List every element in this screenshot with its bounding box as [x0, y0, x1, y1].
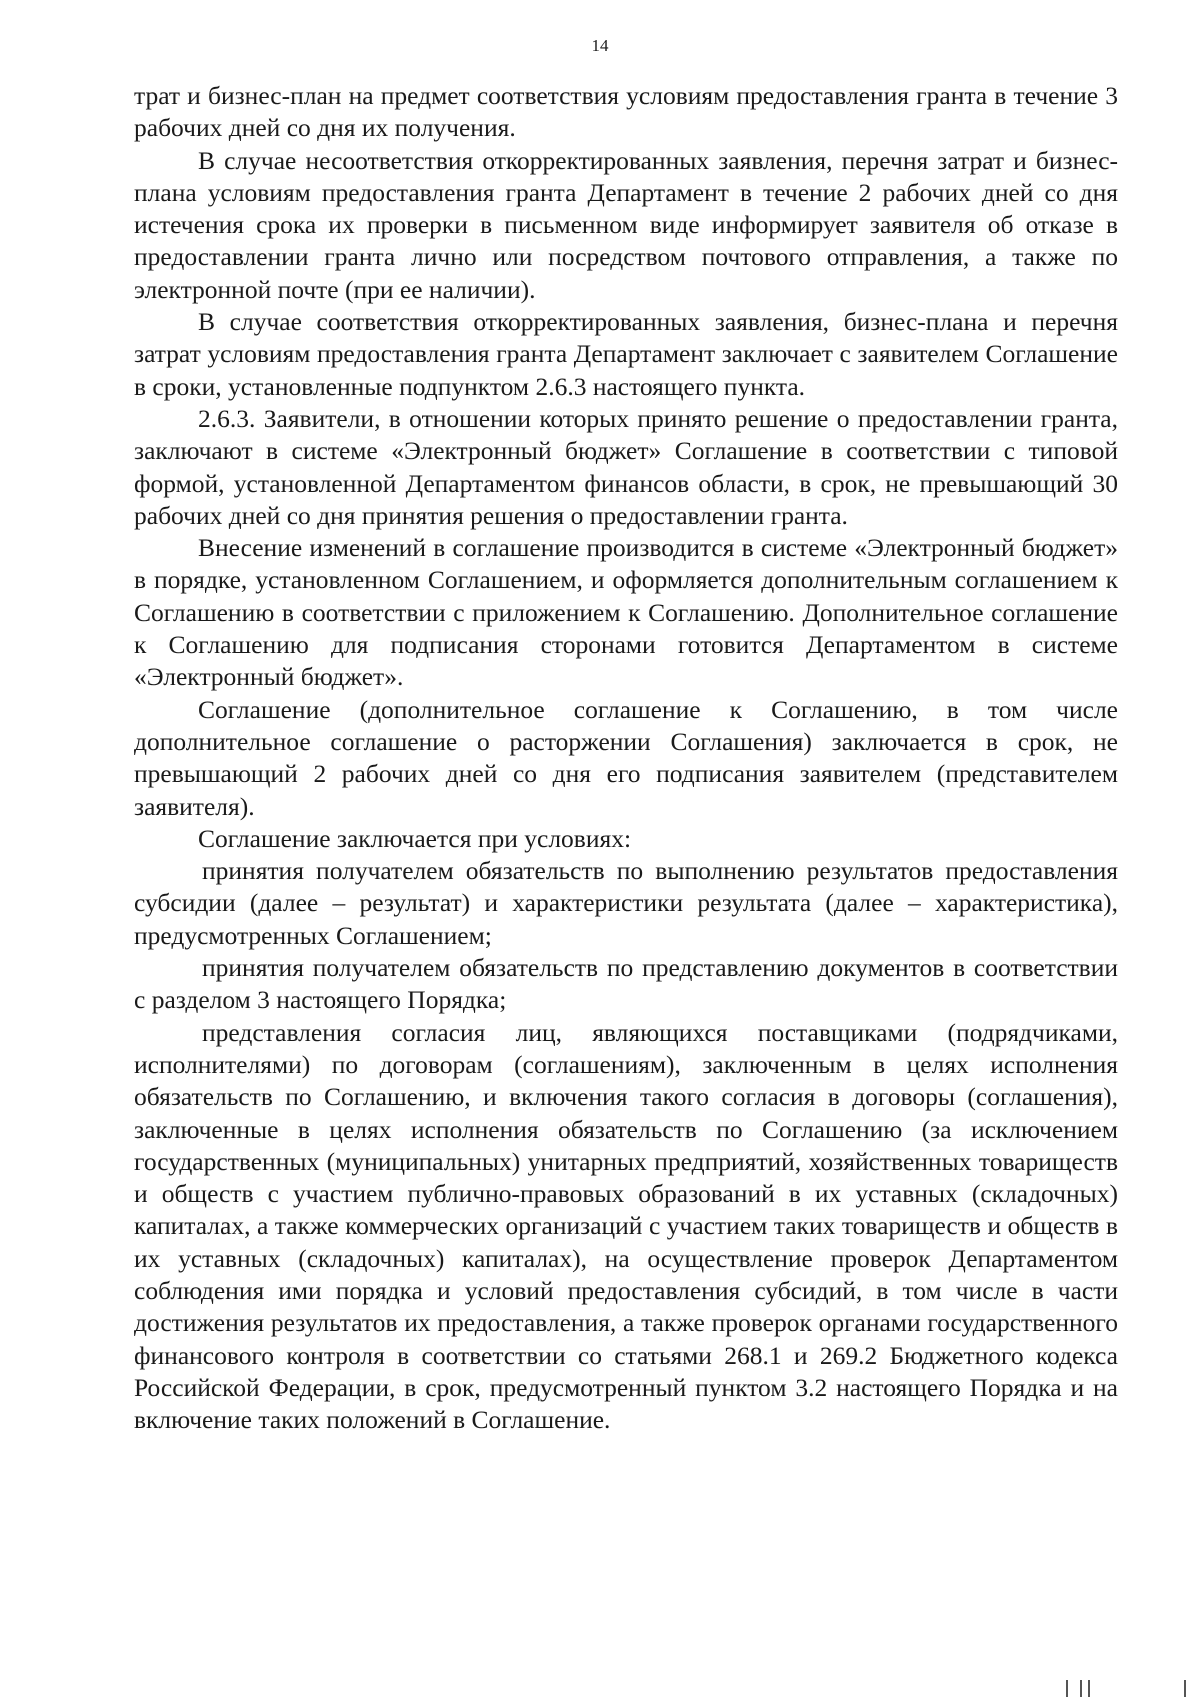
condition-item-documents: принятия получателем обязательств по представлению документов в соответствии с разделом 3 настоящего Порядка;	[134, 953, 1118, 1015]
paragraph-mismatch-case: В случае несоответствия откорректированных заявления, перечня затрат и бизнес-плана условиям предоставления гранта Департамент в течение 2 рабочих дней со дня истечения срока их проверки в письменном виде информирует заявителя об отказе в предоставлении гранта лично или посредством почтового отправления, а также по электронной почте (при ее наличии).	[134, 145, 1118, 304]
condition-item-results: принятия получателем обязательств по выполнению результатов предоставления субсидии (далее – результат) и характеристики результата (далее – характеристика), предусмотренных Соглашением;	[134, 856, 1118, 950]
body-text	[134, 80, 1118, 1436]
paragraph-continuation: трат и бизнес-план на предмет соответствия условиям предоставления гранта в течение 3 рабочих дней со дня их получения.	[134, 81, 1118, 143]
page-number: 14	[591, 36, 609, 55]
condition-item-consent: представления согласия лиц, являющихся поставщиками (подрядчиками, исполнителями) по договорам (соглашениям), заключенным в целях исполнения обязательств по Соглашению, и включения такого согласия в договоры (соглашения), заключенные в целях исполнения обязательств по Соглашению (за исключением государственных (муниципальных) унитарных предприятий, хозяйственных товариществ и обществ с участием публично-правовых образований в их уставных (складочных) капиталах, а также коммерческих организаций с участием таких товариществ и обществ в их уставных (складочных) капиталах), на осуществление проверок Департаментом соблюдения ими порядка и условий предоставления субсидий, в том числе в части достижения результатов их предоставления, а также проверок органами государственного финансового контроля в соответствии со статьями 268.1 и 269.2 Бюджетного кодекса Российской Федерации, в срок, предусмотренный пунктом 3.2 настоящего Порядка и на включение таких положений в Соглашение.	[134, 1017, 1118, 1435]
paragraph-agreement-term: Соглашение (дополнительное соглашение к Соглашению, в том числе дополнительное соглашение о расторжении Соглашения) заключается в срок, не превышающий 2 рабочих дней со дня его подписания заявителем (представителем заявителя).	[134, 694, 1118, 821]
paragraph-match-case: В случае соответствия откорректированных заявления, бизнес-плана и перечня затрат условиям предоставления гранта Департамент заключает с заявителем Соглашение в сроки, установленные подпунктом 2.6.3 настоящего пункта.	[134, 307, 1118, 401]
paragraph-amendments: Внесение изменений в соглашение производится в системе «Электронный бюджет» в порядке, установленном Соглашением, и оформляется дополнительным соглашением к Соглашению в соответствии с приложением к Соглашению. Дополнительное соглашение к Соглашению для подписания сторонами готовится Департаментом в системе «Электронный бюджет».	[134, 533, 1118, 692]
scan-edge-marks	[1060, 1680, 1200, 1697]
paragraph-conditions-intro: Соглашение заключается при условиях:	[198, 823, 632, 853]
paragraph-2-6-3: 2.6.3. Заявители, в отношении которых принято решение о предоставлении гранта, заключают в системе «Электронный бюджет» Соглашение в соответствии с типовой формой, установленной Департаментом финансов области, в срок, не превышающий 30 рабочих дней со дня принятия решения о предоставлении гранта.	[134, 403, 1118, 530]
